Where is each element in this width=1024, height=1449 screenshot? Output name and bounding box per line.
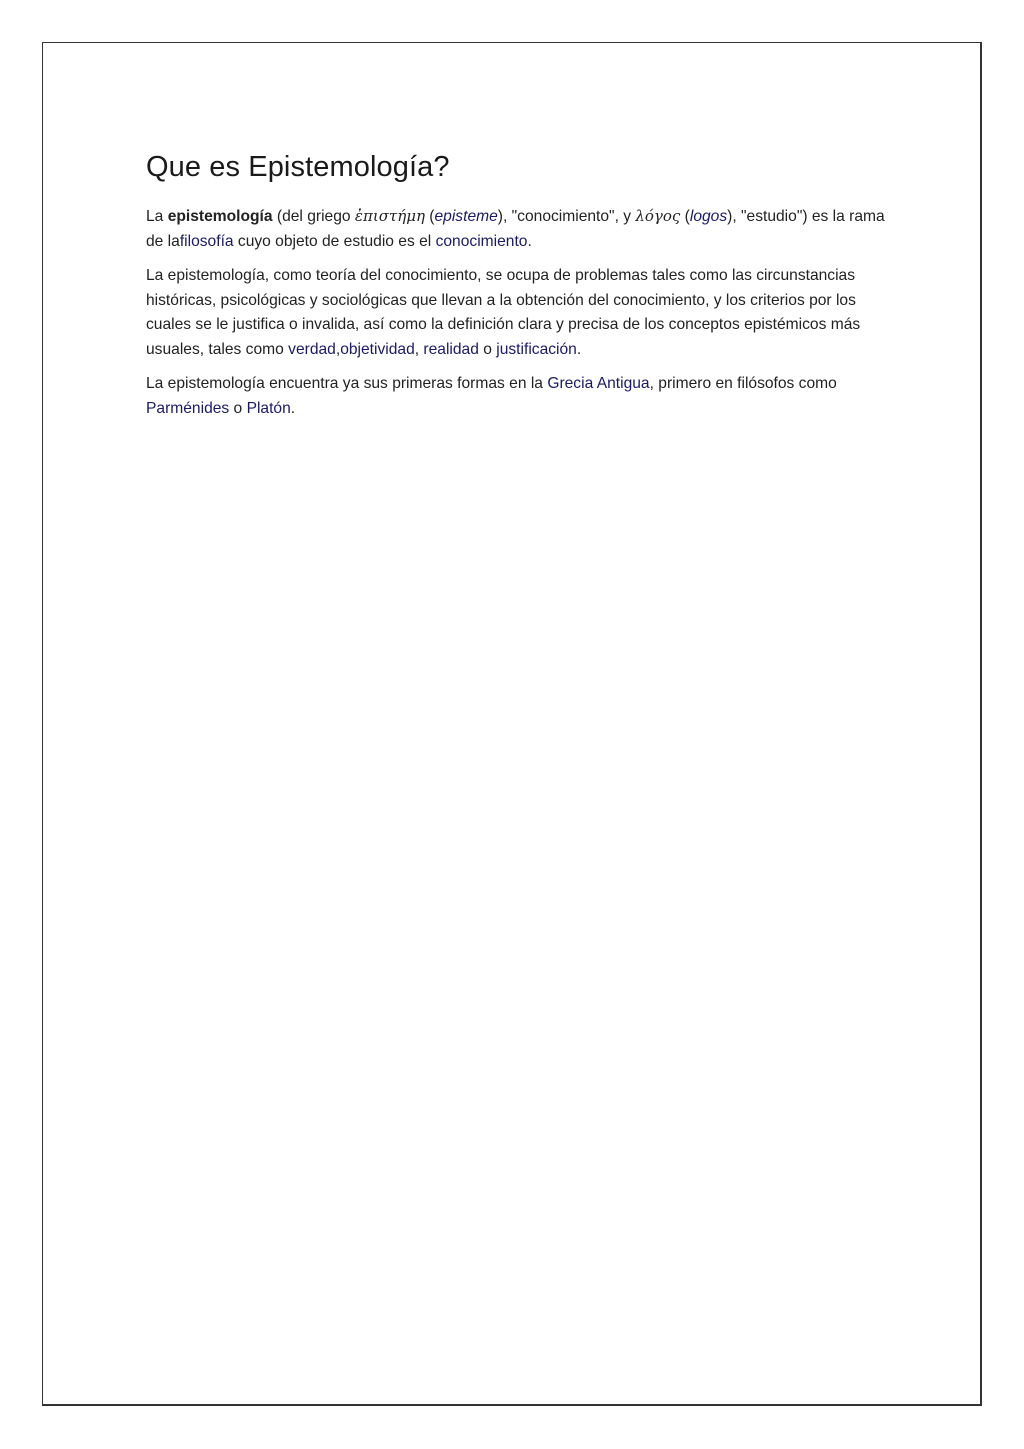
link-realidad[interactable]: realidad xyxy=(423,340,479,358)
link-logos[interactable]: logos xyxy=(689,208,728,225)
page-title: Que es Epistemología? xyxy=(146,151,450,183)
text: La xyxy=(146,208,168,225)
link-platon[interactable]: Platón xyxy=(246,399,291,417)
text: o xyxy=(478,340,497,358)
paragraph-definition xyxy=(146,204,886,254)
text: . xyxy=(290,399,296,417)
paragraph-scope xyxy=(146,264,886,362)
greek-word-episteme: ἐπιστήμη xyxy=(354,207,425,225)
paragraph-history xyxy=(146,372,886,421)
text: (del griego xyxy=(272,208,355,225)
text: , primero en filósofos como xyxy=(649,375,837,392)
text: ), "estudio") es la rama de la xyxy=(146,208,885,250)
text: . xyxy=(576,340,582,358)
text: La epistemología, como teoría del conocimiento, se ocupa de problemas tales como las circunstancias históricas, psicológicas y sociológicas que llevan a la obtención del conocimiento, y los criterios por los cuales se le justifica o invalida, así como la definición clara y precisa de los conceptos epistémicos más usuales, tales como xyxy=(146,267,861,358)
link-grecia-antigua[interactable]: Grecia Antigua xyxy=(547,375,650,392)
link-conocimiento[interactable]: conocimiento xyxy=(435,232,528,250)
link-justificacion[interactable]: justificación xyxy=(496,340,577,358)
text: , xyxy=(335,340,341,358)
link-episteme[interactable]: episteme xyxy=(434,208,498,225)
text: ( xyxy=(680,208,690,225)
text: La epistemología encuentra ya sus primeras formas en la xyxy=(146,375,548,392)
text: . xyxy=(527,232,532,250)
document-body xyxy=(146,148,886,431)
link-parmenides[interactable]: Parménides xyxy=(146,399,230,417)
bold-term: epistemología xyxy=(167,208,273,225)
text: , xyxy=(414,340,424,358)
text: cuyo objeto de estudio es el xyxy=(233,232,436,250)
link-objetividad[interactable]: objetividad xyxy=(340,340,415,358)
text: ), "conocimiento", y xyxy=(497,208,636,225)
text: ( xyxy=(424,208,435,225)
greek-word-logos: λόγος xyxy=(635,207,681,225)
text: o xyxy=(229,399,247,417)
link-filosofia[interactable]: filosofía xyxy=(179,232,234,250)
link-verdad[interactable]: verdad xyxy=(288,340,336,358)
